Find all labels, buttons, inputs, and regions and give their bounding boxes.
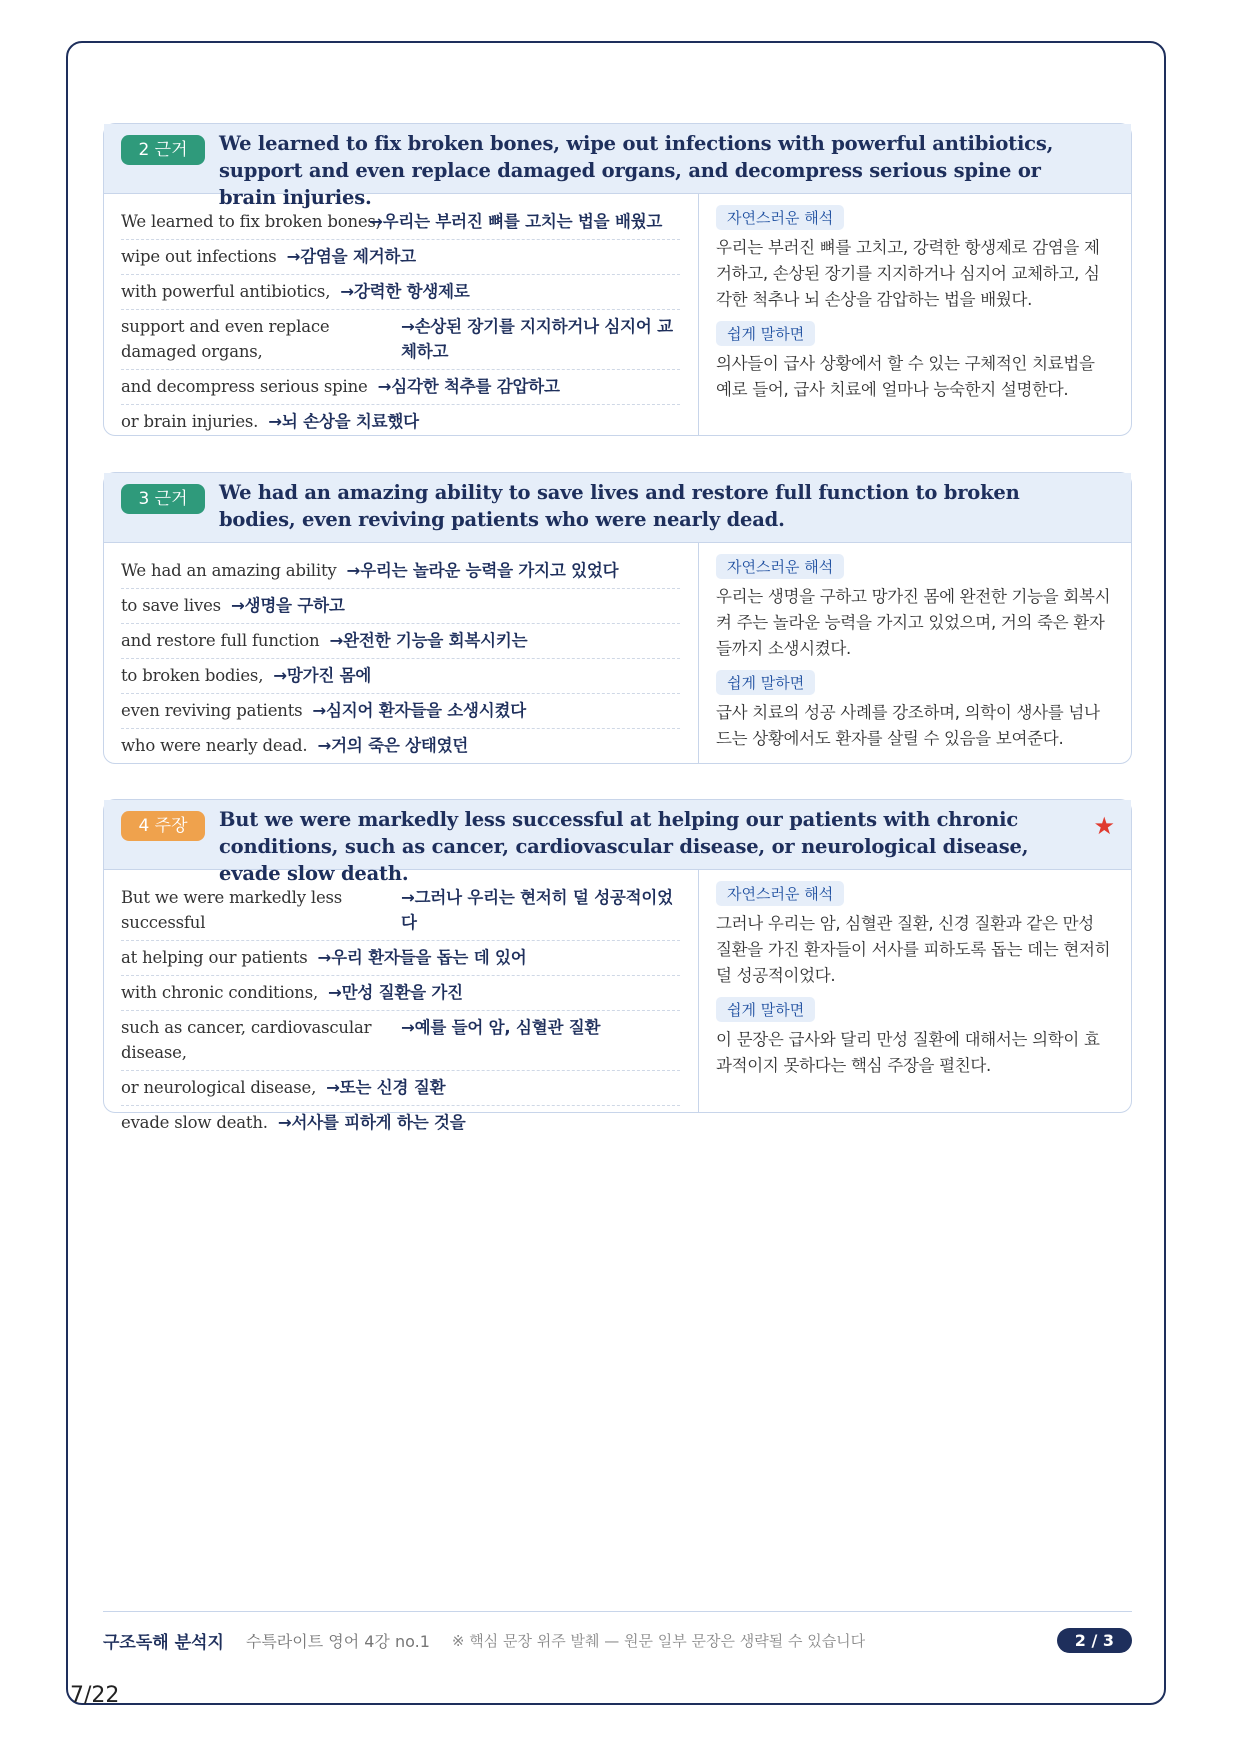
chunk-english: or neurological disease, [121,1078,317,1097]
page-indicator: 2 / 3 [1057,1628,1132,1653]
chunk-korean: →손상된 장기를 지지하거나 심지어 교체하고 [401,317,673,361]
natural-translation-text: 우리는 부러진 뼈를 고치고, 강력한 항생제로 감염을 제거하고, 손상된 장기를 지지하거나 심지어 교체하고, 심각한 척추나 뇌 손상을 감압하는 법을 배웠다. [716,238,1100,309]
chunk-korean: →심지어 환자들을 소생시켰다 [312,701,526,720]
chunk-english: or brain injuries. [121,412,259,431]
chunk-row [121,275,680,310]
analysis-card-2 [103,123,1132,436]
chunk-korean: →그러나 우리는 현저히 덜 성공적이었다 [401,888,673,932]
chunk-row [121,941,680,976]
chunk-english: wipe out infections [121,247,277,266]
analysis-card-3 [103,472,1132,764]
chunk-korean: →또는 신경 질환 [326,1078,446,1097]
chunk-english: We had an amazing ability [121,561,337,580]
chunk-korean: →거의 죽은 상태였던 [317,736,469,755]
chunk-english: support and even replace damaged organs, [121,317,330,361]
chunk-korean: →완전한 기능을 회복시키는 [329,631,528,650]
chunk-row [121,554,680,589]
easy-summary-text: 급사 치료의 성공 사례를 강조하며, 의학이 생사를 넘나드는 상황에서도 환자를 살릴 수 있음을 보여준다. [716,703,1100,748]
natural-translation-label: 자연스러운 해석 [716,554,844,579]
chunk-korean: →뇌 손상을 치료했다 [268,412,419,431]
chunk-korean: →우리 환자들을 돕는 데 있어 [317,948,527,967]
easy-summary-label: 쉽게 말하면 [716,670,815,695]
footer-note: ※ 핵심 문장 위주 발췌 — 원문 일부 문장은 생략될 수 있습니다 [451,1631,866,1650]
chunk-english: and decompress serious spine [121,377,368,396]
natural-translation-label: 자연스러운 해석 [716,205,844,230]
chunk-row [121,624,680,659]
footer-divider [103,1611,1132,1612]
translation-panel [699,870,1131,1112]
chunk-list [104,870,699,1132]
chunk-row [121,881,680,941]
translation-panel [699,543,1131,763]
chunk-korean: →만성 질환을 가진 [328,983,463,1002]
chunk-english: to save lives [121,596,221,615]
chunk-row [121,1011,680,1071]
chunk-row [121,694,680,729]
section-badge: 3 근거 [121,484,205,514]
chunk-row [121,1106,680,1140]
chunk-english: who were nearly dead. [121,736,308,755]
chunk-english: at helping our patients [121,948,308,967]
star-icon: ★ [1093,812,1115,840]
source-sentence: But we were markedly less successful at helping our patients with chronic conditions, such as cancer, cardiovascular disease, or neurological disease, evade slow death. [219,808,1029,885]
chunk-korean: →서사를 피하게 하는 것을 [277,1113,466,1132]
chunk-korean: →심각한 척추를 감압하고 [377,377,560,396]
easy-summary-text: 이 문장은 급사와 달리 만성 질환에 대해서는 의학이 효과적이지 못하다는 핵심 주장을 펼친다. [716,1030,1100,1075]
natural-translation-label: 자연스러운 해석 [716,881,844,906]
easy-summary-label: 쉽게 말하면 [716,997,815,1022]
footer [103,1625,1132,1655]
chunk-english: But we were markedly less successful [121,888,343,932]
chunk-row [121,589,680,624]
chunk-row [121,976,680,1011]
natural-translation-text: 그러나 우리는 암, 심혈관 질환, 신경 질환과 같은 만성 질환을 가진 환자들이 서사를 피하도록 돕는 데는 현저히 덜 성공적이었다. [716,914,1111,985]
chunk-english: with powerful antibiotics, [121,282,331,301]
source-sentence: We had an amazing ability to save lives and restore full function to broken bodies, even reviving patients who were nearly dead. [219,481,1020,531]
chunk-korean: →망가진 몸에 [273,666,372,685]
chunk-row [121,659,680,694]
chunk-list [104,543,699,763]
footer-title: 구조독해 분석지 [103,1632,224,1653]
chunk-korean: →생명을 구하고 [230,596,345,615]
chunk-row [121,405,680,439]
easy-summary-text: 의사들이 급사 상황에서 할 수 있는 구체적인 치료법을 예로 들어, 급사 치료에 얼마나 능숙한지 설명한다. [716,354,1095,399]
chunk-korean: →우리는 놀라운 능력을 가지고 있었다 [346,561,619,580]
chunk-english: with chronic conditions, [121,983,319,1002]
chunk-row [121,729,680,763]
analysis-card-4 [103,799,1132,1132]
chunk-row [121,240,680,275]
natural-translation-text: 우리는 생명을 구하고 망가진 몸에 완전한 기능을 회복시켜 주는 놀라운 능력을 가지고 있었으며, 거의 죽은 환자들까지 소생시켰다. [716,587,1111,658]
chunk-korean: →우리는 부러진 뼈를 고치는 법을 배웠고 [369,212,663,231]
section-badge: 4 주장 [121,811,205,841]
chunk-row [121,1071,680,1106]
section-badge: 2 근거 [121,135,205,165]
chunk-korean: →감염을 제거하고 [286,247,416,266]
easy-summary-label: 쉽게 말하면 [716,321,815,346]
card-header [104,473,1131,543]
chunk-english: evade slow death. [121,1113,268,1132]
chunk-row [121,370,680,405]
chunk-english: and restore full function [121,631,320,650]
chunk-english: to broken bodies, [121,666,264,685]
sheet-number: 7/22 [70,1683,120,1708]
card-header [104,124,1131,209]
card-header [104,800,1131,885]
footer-subtitle: 수특라이트 영어 4강 no.1 [245,1631,430,1651]
chunk-row [121,310,680,370]
chunk-korean: →강력한 항생제로 [340,282,470,301]
chunk-korean: →예를 들어 암, 심혈관 질환 [401,1018,601,1037]
source-sentence: We learned to fix broken bones, wipe out infections with powerful antibiotics, support and even replace damaged organs, and decompress serious spine or brain injuries. [219,132,1054,209]
chunk-english: We learned to fix broken bones, [121,212,381,231]
chunk-english: such as cancer, cardiovascular disease, [121,1018,372,1062]
chunk-english: even reviving patients [121,701,303,720]
chunk-list [104,194,699,435]
translation-panel [699,194,1131,435]
